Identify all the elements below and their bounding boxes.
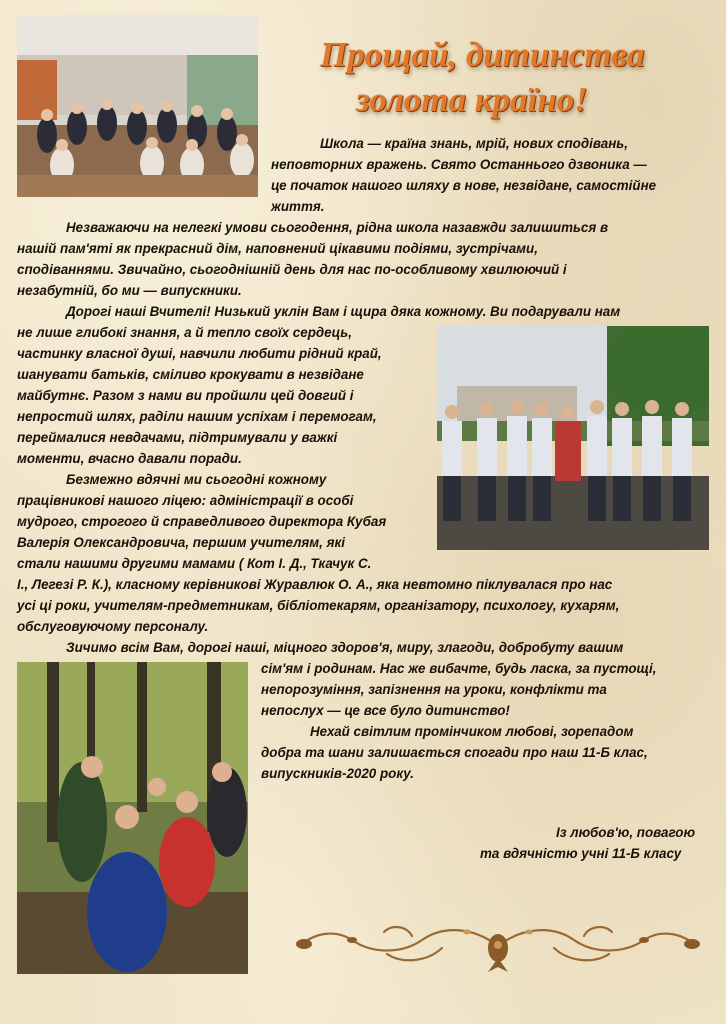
text-line: добра та шани залишається спогади про наш 11-Б клас, — [261, 745, 648, 760]
decorative-ornament-icon — [292, 918, 704, 974]
signature-line-1: Із любов'ю, повагою — [556, 825, 696, 840]
text-line: непростий шлях, раділи нашим успіхам і перемогам, — [17, 409, 377, 424]
text-line: Валерія Олександровича, першим учителям, які — [17, 535, 346, 550]
text-line: стали нашими другими мамами ( Кот І. Д., Ткачук С. — [17, 556, 372, 571]
title-line-2: золота країно! — [356, 80, 588, 119]
text-line: непослух — це все було дитинство! — [261, 703, 510, 718]
text-line: Безмежно вдячні ми сьогодні кожному — [66, 472, 327, 487]
text-line: Школа — країна знань, мрій, нових сподівань, — [320, 136, 628, 151]
text-line: мудрого, строгого й справедливого директора Кубая — [17, 514, 387, 529]
text-line: не лише глибокі знання, а й тепло своїх сердець, — [17, 325, 352, 340]
text-line: працівникові нашого ліцею: адміністрації в особі — [17, 493, 354, 508]
text-line: моменти, вчасно давали поради. — [17, 451, 242, 466]
text-line: Дорогі наші Вчителі! Низький уклін Вам і щира дяка кожному. Ви подарували нам — [66, 304, 621, 319]
text-line: переймалися невдачами, підтримували у важкі — [17, 430, 338, 445]
title-line-1: Прощай, дитинства — [320, 35, 645, 74]
text-line: майбутнє. Разом з нами ви пройшли цей довгий і — [17, 388, 354, 403]
text-line: шанувати батьків, сміливо крокувати в незвідане — [17, 367, 364, 382]
text-line: незабутній, бо ми — випускники. — [17, 283, 242, 298]
text-line: І., Легезі Р. К.), класному керівникові Журавлюк О. А., яка невтомно піклувалася про нас — [17, 577, 613, 592]
text-line: усі ці роки, учителям-предметникам, бібліотекарям, організатору, психологу, кухарям, — [17, 598, 620, 613]
text-line: життя. — [271, 199, 325, 214]
classroom-photo — [17, 15, 258, 197]
text-line: це початок нашого шляху в нове, незвідане, самостійне — [271, 178, 657, 193]
text-line: сподіваннями. Звичайно, сьогоднішній день для нас по-особливому хвилюючий і — [17, 262, 567, 277]
text-line: нашій пам'яті як прекрасний дім, наповнений цікавими подіями, зустрічами, — [17, 241, 538, 256]
text-line: частинку власної душі, навчили любити рідний край, — [17, 346, 382, 361]
text-line: сім'ям і родинам. Нас же вибачте, будь ласка, за пустощі, — [261, 661, 657, 676]
text-line: непорозуміння, запізнення на уроки, конфлікти та — [261, 682, 607, 697]
text-line: Нехай світлим промінчиком любові, зорепадом — [310, 724, 634, 739]
group-outdoor-photo — [437, 326, 709, 550]
signature-line-2: та вдячністю учні 11-Б класу — [480, 846, 682, 861]
text-line: Незважаючи на нелегкі умови сьогодення, рідна школа назавжди залишиться в — [66, 220, 609, 235]
text-line: випускників-2020 року. — [261, 766, 414, 781]
text-line: Зичимо всім Вам, дорогі наші, міцного здоров'я, миру, злагоди, добробуту вашим — [66, 640, 624, 655]
text-line: неповторних вражень. Свято Останнього дзвоника — — [271, 157, 647, 172]
text-line: обслуговуючому персоналу. — [17, 619, 209, 634]
forest-group-photo — [17, 662, 248, 974]
